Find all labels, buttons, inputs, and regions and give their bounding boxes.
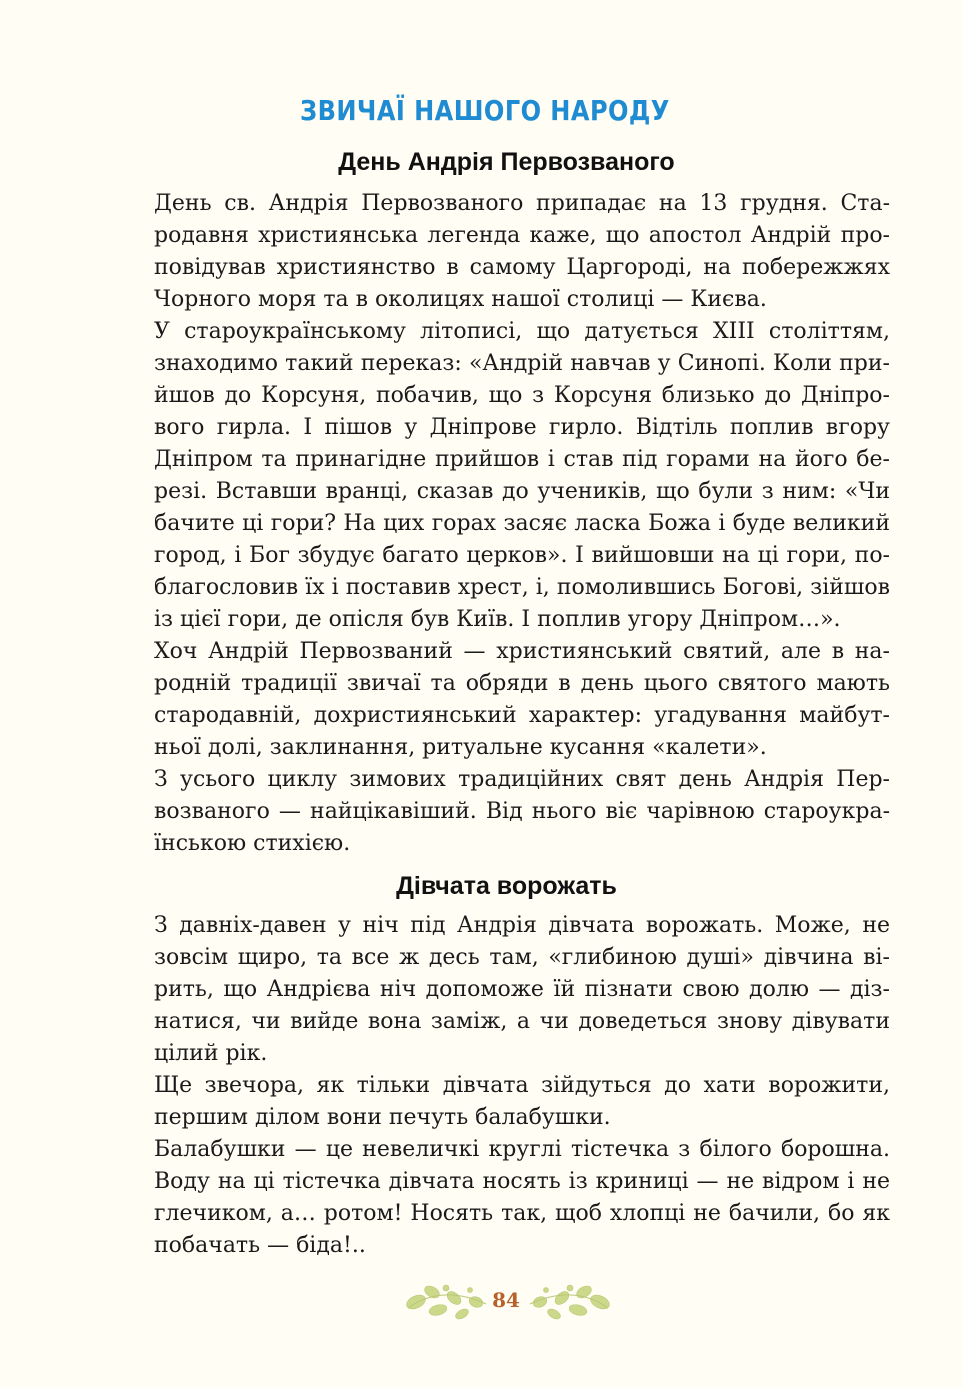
paragraph <box>126 316 890 636</box>
paragraph <box>126 910 890 1070</box>
text-line: стародавній, дохристиянський характер: угадування майбут- <box>154 703 890 728</box>
text-line: побачать — біда!.. <box>154 1233 366 1258</box>
text-line: Балабушки — це невеличкі круглі тістечка з білого борошна. <box>154 1137 890 1162</box>
text-line: глечиком, а… ротом! Носять так, щоб хлопці не бачили, бо як <box>154 1201 890 1226</box>
text-line: резі. Вставши вранці, сказав до учеників, що були з ним: «Чи <box>154 479 890 504</box>
text-line: Чорного моря та в околицях нашої столиці — Києва. <box>154 287 767 312</box>
text-line: їнською стихією. <box>154 831 351 856</box>
text-line: знаходимо такий переказ: «Андрій навчав у Синопі. Коли при- <box>154 351 890 376</box>
text-line: благословив їх і поставив хрест, і, помолившись Богові, зійшов <box>154 575 890 600</box>
paragraph <box>126 1134 890 1262</box>
text-line: натися, чи вийде вона заміж, а чи доведеться знову дівувати <box>154 1009 890 1034</box>
text-line: День св. Андрія Первозваного припадає на 13 грудня. Ста- <box>154 191 890 216</box>
text-line: З давніх-давен у ніч під Андрія дівчата ворожать. Може, не <box>154 913 890 938</box>
text-line: возваного — найцікавіший. Від нього віє чарівною староукра- <box>154 799 890 824</box>
text-line: Дніпром та принагідне прийшов і став під горами на його бе- <box>154 447 890 472</box>
paragraph <box>126 764 890 860</box>
paragraph <box>126 1070 890 1134</box>
text-line: ньої долі, заклинання, ритуальне кусання «калети». <box>154 735 767 760</box>
text-line: вого гирла. І пішов у Дніпрове гирло. Відтіль поплив вгору <box>154 415 890 440</box>
text-line: бачите ці гори? На цих горах засяє ласка Божа і буде великий <box>154 511 890 536</box>
text-line: Ще звечора, як тільки дівчата зійдуться до хати ворожити, <box>154 1073 890 1098</box>
text-line: йшов до Корсуня, побачив, що з Корсуня близько до Дніпро- <box>154 383 890 408</box>
section-heading: ЗВИЧАЇ НАШОГО НАРОДУ <box>300 94 670 127</box>
paragraph <box>126 636 890 764</box>
text-line: цілий рік. <box>154 1041 268 1066</box>
article-title-andriy: День Андрія Первозваного <box>338 148 675 176</box>
text-line: город, і Бог збудує багато церков». І вийшовши на ці гори, по- <box>154 543 890 568</box>
text-line: родній традиції звичаї та обряди в день цього святого мають <box>154 671 890 696</box>
text-line: із цієї гори, де опісля був Київ. І поплив угору Дніпром…». <box>154 607 841 632</box>
text-line: першим ділом вони печуть балабушки. <box>154 1105 611 1130</box>
article-title-divchata: Дівчата ворожать <box>396 872 617 900</box>
article-body-divchata <box>126 910 890 1262</box>
text-line: родавня християнська легенда каже, що апостол Андрій про- <box>154 223 890 248</box>
text-line: повідував християнство в самому Царгороді, на побережжях <box>154 255 890 280</box>
article-body-andriy <box>126 188 890 860</box>
page-number: 84 <box>492 1288 520 1312</box>
text-line: рить, що Андрієва ніч допоможе їй пізнати свою долю — діз- <box>154 977 890 1002</box>
text-line: зовсім щиро, та все ж десь там, «глибиною душі» дівчина ві- <box>154 945 890 970</box>
text-line: У староукраїнському літописі, що датується XIII століттям, <box>154 319 890 344</box>
text-line: Воду на ці тістечка дівчата носять із криниці — не відром і не <box>154 1169 890 1194</box>
text-line: З усього циклу зимових традиційних свят день Андрія Пер- <box>154 767 890 792</box>
paragraph <box>126 188 890 316</box>
text-line: Хоч Андрій Первозваний — християнський святий, але в на- <box>154 639 890 664</box>
